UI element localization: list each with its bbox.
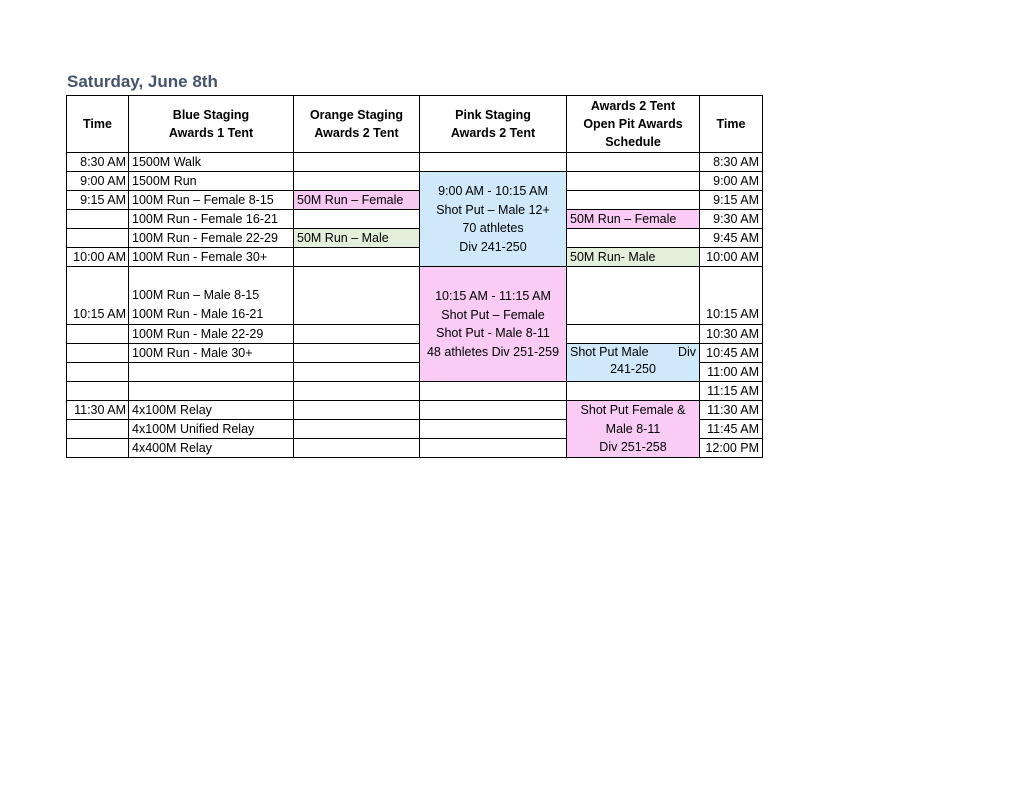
pit-50m-female: 50M Run – Female: [567, 210, 700, 229]
header-blue-line2: Awards 1 Tent: [168, 126, 254, 140]
orange-cell: [294, 267, 420, 325]
header-blue-staging: [129, 96, 294, 153]
table-row: [67, 344, 763, 363]
time-cell: [67, 210, 129, 229]
time-cell-right: [700, 267, 763, 325]
table-row: [67, 153, 763, 172]
header-orange-staging: [294, 96, 420, 153]
blue-cell: 100M Run - Female 22-29: [129, 229, 294, 248]
time-cell: [67, 267, 129, 325]
pit-cell: [567, 267, 700, 325]
pit-cell: [567, 325, 700, 344]
pink-cell: [420, 420, 567, 439]
blue-cell: 100M Run - Female 16-21: [129, 210, 294, 229]
pit-50m-male: 50M Run- Male: [567, 248, 700, 267]
header-pink-staging: [420, 96, 567, 153]
header-time-right: Time: [700, 96, 763, 153]
schedule-table: [66, 95, 763, 458]
blue-cell: 4x100M Relay: [129, 401, 294, 420]
time-cell: 8:30 AM: [67, 153, 129, 172]
header-time-left: Time: [67, 96, 129, 153]
blue-cell: 100M Run – Female 8-15: [129, 191, 294, 210]
pink-cell: [420, 439, 567, 458]
pit-shot-male-text: Shot Put Male: [570, 345, 649, 359]
time-cell: 9:00 AM: [67, 172, 129, 191]
time-cell: [67, 325, 129, 344]
pit-shot-female-line: Shot Put Female &: [580, 403, 686, 418]
orange-cell: [294, 248, 420, 267]
time-cell-right: 12:00 PM: [700, 439, 763, 458]
time-cell: [67, 420, 129, 439]
time-cell-right: 11:30 AM: [700, 401, 763, 420]
blue-cell: 100M Run - Male 30+: [129, 344, 294, 363]
blue-cell: 1500M Run: [129, 172, 294, 191]
pink-cell: [420, 401, 567, 420]
orange-cell: [294, 363, 420, 382]
pit-shot-put-male: [567, 344, 700, 382]
time-cell: [67, 344, 129, 363]
orange-50m-male: 50M Run – Male: [294, 229, 420, 248]
header-orange-line1: Orange Staging: [309, 108, 404, 122]
table-row: [67, 401, 763, 420]
pit-cell: [567, 191, 700, 210]
header-blue-line1: Blue Staging: [172, 108, 250, 122]
orange-cell: [294, 382, 420, 401]
time-cell: [67, 382, 129, 401]
header-open-pit: [567, 96, 700, 153]
pink-block1-line: Shot Put – Male 12+: [436, 202, 550, 217]
blue-cell: [129, 267, 294, 325]
time-cell-right: 9:00 AM: [700, 172, 763, 191]
time-cell-right: 8:30 AM: [700, 153, 763, 172]
time-cell-right: 11:15 AM: [700, 382, 763, 401]
time-cell-right: 10:45 AM: [700, 344, 763, 363]
table-row: [67, 248, 763, 267]
blue-cell: 100M Run - Male 22-29: [129, 325, 294, 344]
header-pink-line1: Pink Staging: [455, 108, 531, 122]
header-pit-line2: Open Pit Awards: [583, 117, 683, 131]
orange-cell: [294, 325, 420, 344]
pink-block1-line: Div 241-250: [459, 239, 527, 254]
orange-cell: [294, 210, 420, 229]
blue-cell: 4x100M Unified Relay: [129, 420, 294, 439]
header-pit-line3: Schedule: [605, 135, 661, 149]
pit-cell: [567, 153, 700, 172]
orange-cell: [294, 153, 420, 172]
pink-block2-line: Shot Put - Male 8-11: [436, 326, 550, 340]
pink-block1-line: 9:00 AM - 10:15 AM: [438, 184, 548, 198]
time-cell-right: 11:45 AM: [700, 420, 763, 439]
pit-cell: [567, 382, 700, 401]
time-cell-right: 10:00 AM: [700, 248, 763, 267]
blue-cell: 100M Run - Female 30+: [129, 248, 294, 267]
time-cell: 9:15 AM: [67, 191, 129, 210]
table-row: [67, 229, 763, 248]
pink-cell: [420, 153, 567, 172]
blue-cell: 1500M Walk: [129, 153, 294, 172]
time-cell: [67, 229, 129, 248]
blue-cell: 4x400M Relay: [129, 439, 294, 458]
time-text: 10:15 AM: [706, 307, 759, 321]
pink-block1-line: 70 athletes: [462, 221, 524, 235]
time-cell: [67, 439, 129, 458]
pink-block-shot-put-female: [420, 267, 567, 382]
blue-cell: [129, 382, 294, 401]
orange-cell: [294, 172, 420, 191]
header-orange-line2: Awards 2 Tent: [314, 126, 399, 140]
table-row: [67, 325, 763, 344]
pit-shot-female-line: Div 251-258: [599, 440, 667, 455]
orange-cell: [294, 401, 420, 420]
page-title: Saturday, June 8th: [67, 72, 218, 91]
time-cell: 11:30 AM: [67, 401, 129, 420]
table-row: [67, 267, 763, 325]
orange-cell: [294, 439, 420, 458]
pit-shot-male-line1: [570, 344, 696, 361]
orange-cell: [294, 420, 420, 439]
header-pit-line1: Awards 2 Tent: [590, 99, 676, 113]
pink-block-shot-put-male: [420, 172, 567, 267]
pit-cell: [567, 229, 700, 248]
pink-block2-line: 48 athletes Div 251-259: [426, 344, 560, 359]
table-row: [67, 382, 763, 401]
pit-shot-put-female: [567, 401, 700, 458]
time-cell-right: 9:30 AM: [700, 210, 763, 229]
pink-cell: [420, 382, 567, 401]
time-cell-right: 10:30 AM: [700, 325, 763, 344]
pink-block2-line: Shot Put – Female: [441, 307, 545, 322]
time-text: 10:15 AM: [73, 307, 126, 321]
pit-shot-male-div: Div: [677, 345, 696, 359]
header-row: [67, 96, 763, 153]
pit-cell: [567, 172, 700, 191]
table-row: [67, 191, 763, 210]
header-pink-line2: Awards 2 Tent: [450, 126, 536, 140]
orange-cell: [294, 344, 420, 363]
pit-shot-male-range: 241-250: [610, 362, 656, 376]
pink-block2-line: 10:15 AM - 11:15 AM: [435, 289, 551, 303]
time-cell-right: 11:00 AM: [700, 363, 763, 382]
blue-line: 100M Run - Male 16-21: [132, 307, 264, 321]
table-row: [67, 172, 763, 191]
time-cell: 10:00 AM: [67, 248, 129, 267]
blue-line: 100M Run – Male 8-15: [132, 288, 260, 302]
pit-shot-female-line: Male 8-11: [605, 421, 661, 436]
table-row: [67, 210, 763, 229]
time-cell-right: 9:45 AM: [700, 229, 763, 248]
time-cell: [67, 363, 129, 382]
orange-50m-female: 50M Run – Female: [294, 191, 420, 210]
time-cell-right: 9:15 AM: [700, 191, 763, 210]
blue-cell: [129, 363, 294, 382]
